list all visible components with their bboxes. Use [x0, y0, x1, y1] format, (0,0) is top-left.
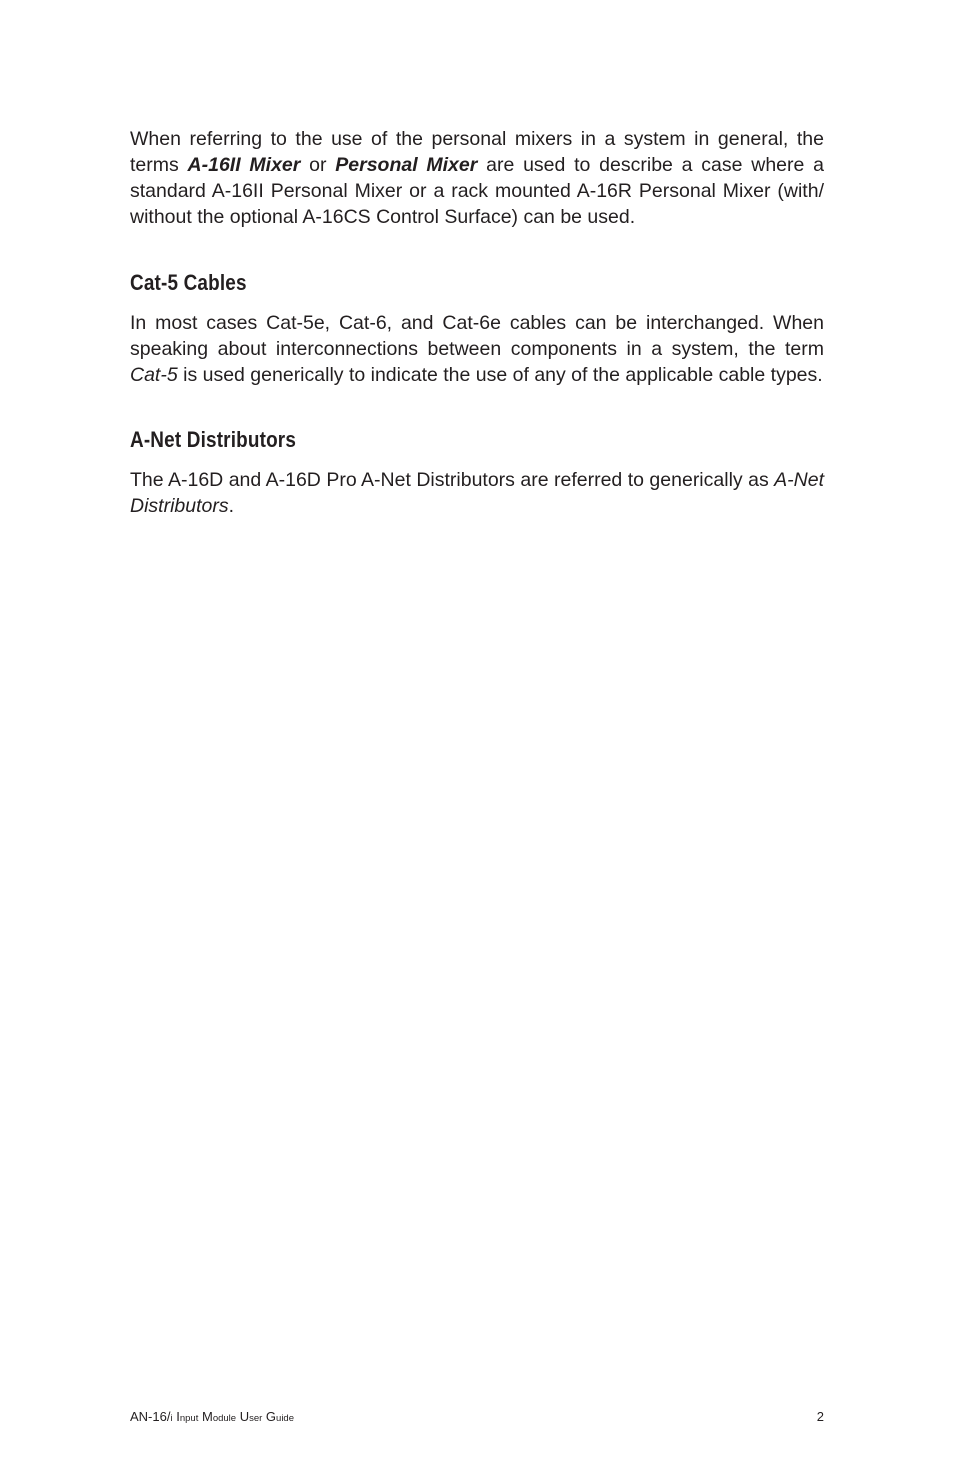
term-anet-distributors: A-Net Distributors — [130, 469, 824, 517]
cat5-text-1: In most cases Cat-5e, Cat-6, and Cat-6e cables can be interchanged. When speaking about interconnections between components in a system, the term — [130, 312, 824, 360]
section-heading-anet: A-Net Distributors — [130, 427, 297, 452]
cat5-paragraph — [130, 310, 824, 388]
anet-text-2: . — [228, 495, 235, 517]
footer-user-rest: ser — [249, 1413, 263, 1424]
footer-guide-first: G — [265, 1409, 277, 1424]
anet-paragraph — [130, 467, 824, 519]
cat5-text-2: is used generically to indicate the use of any of the applicable cable types. — [177, 364, 823, 386]
intro-text-3: are used to describe a case where a standard A-16II Personal Mixer or a rack mounted A-16R Personal Mixer (with/ without the optional A-16CS Control Surface) can be used. — [130, 154, 824, 228]
page-number: 2 — [816, 1409, 824, 1424]
footer-prefix: AN-16/ — [130, 1409, 171, 1424]
section-heading-cat5: Cat-5 Cables — [130, 270, 247, 295]
footer-document-title — [130, 1409, 294, 1427]
footer-module-rest: odule — [212, 1413, 237, 1424]
intro-text-2: or — [300, 154, 336, 176]
footer-sc-i: i — [170, 1413, 173, 1424]
footer-user-first: U — [239, 1409, 250, 1424]
footer-guide-rest: uide — [276, 1413, 294, 1424]
intro-paragraph — [130, 126, 824, 230]
term-a16ii-mixer: A-16II Mixer — [187, 154, 301, 176]
term-cat5: Cat-5 — [130, 364, 178, 386]
intro-text-1: When referring to the use of the personal mixers in a system in general, the terms — [130, 128, 824, 176]
page-content — [130, 126, 824, 519]
anet-text-1: The A-16D and A-16D Pro A-Net Distributors are referred to generically as — [130, 469, 775, 491]
term-personal-mixer: Personal Mixer — [335, 154, 478, 176]
footer-module-first: M — [201, 1409, 213, 1424]
footer-input-first: I — [176, 1409, 180, 1424]
footer-input-rest: nput — [179, 1413, 199, 1424]
